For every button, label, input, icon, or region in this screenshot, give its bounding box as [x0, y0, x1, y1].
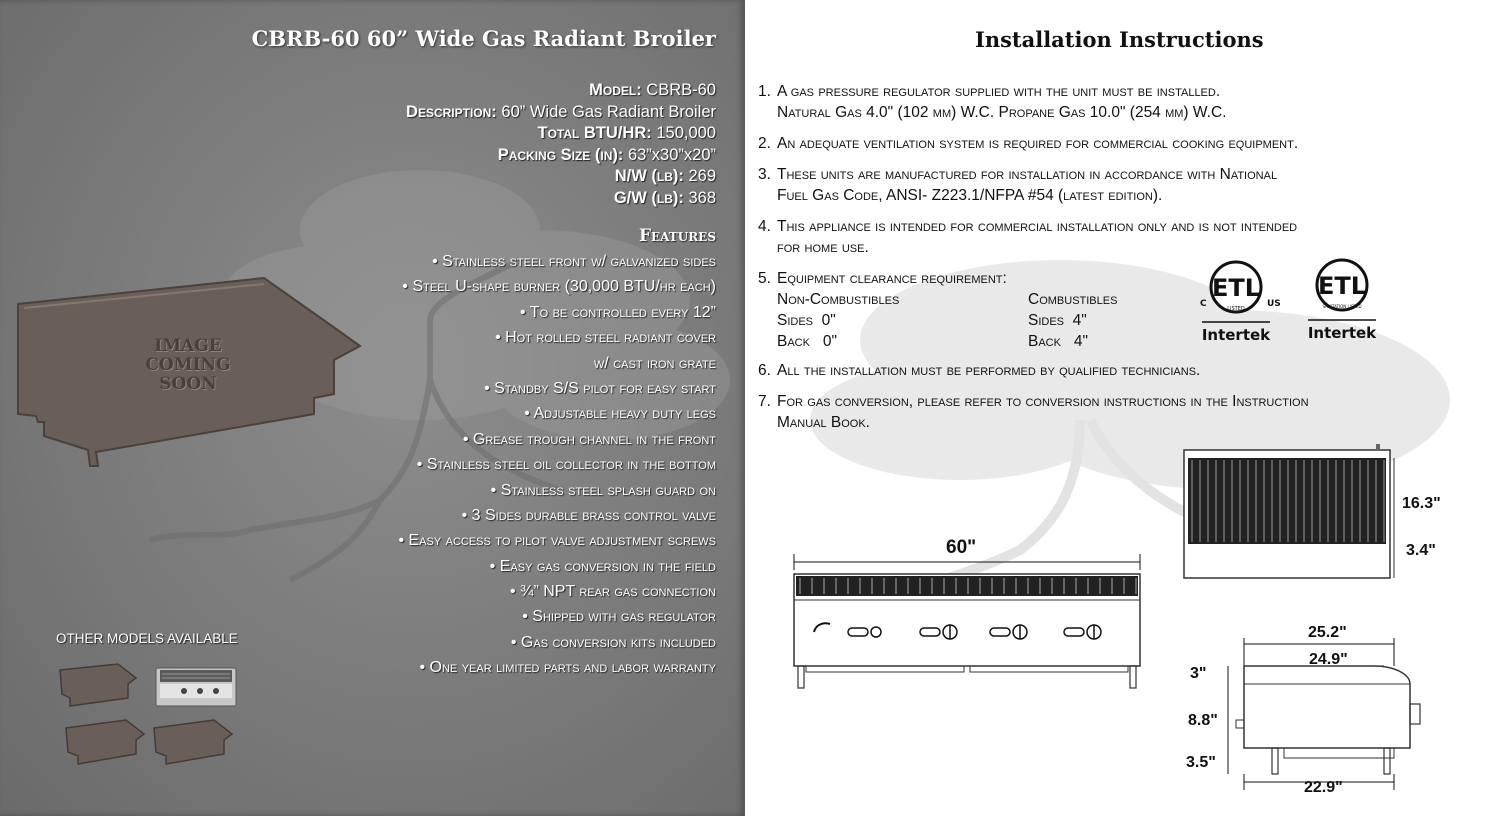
feature-item: • Grease trough channel in the front	[462, 430, 716, 448]
feature-item: • 3 Sides durable brass control valve	[461, 506, 716, 524]
feature-item: • Easy access to pilot valve adjustment screws	[398, 532, 716, 550]
dim-depth-inner: 24.9"	[1309, 651, 1348, 668]
spec-btu: Total BTU/HR: 150,000	[537, 124, 716, 142]
step-item: 1. A gas pressure regulator supplied with the unit must be installed. Natural Gas 4.0" (102 mm) W.C. Propane Gas 10.0" (254 mm) W.C.	[758, 83, 1227, 121]
svg-text:Intertek: Intertek	[1201, 326, 1271, 344]
step-item: 6. All the installation must be performed by qualified technicians.	[758, 362, 1201, 379]
feature-item: • Shipped with gas regulator	[522, 608, 716, 626]
other-model-thumb[interactable]	[58, 662, 142, 710]
svg-text:ETL: ETL	[1317, 272, 1367, 300]
dim-leg-height: 3.5"	[1186, 754, 1216, 771]
dim-base-depth: 22.9"	[1304, 779, 1343, 796]
svg-text:SANITATION LISTED: SANITATION LISTED	[1322, 304, 1362, 309]
feature-item: w/ cast iron grate	[593, 354, 716, 372]
feature-item: • Hot rolled steel radiant cover	[495, 329, 716, 347]
feature-item: • Easy gas conversion in the field	[489, 557, 716, 575]
product-title: CBRB-60 60” Wide Gas Radiant Broiler	[251, 26, 716, 51]
other-model-thumb[interactable]	[152, 718, 236, 768]
spec-net-weight: N/W (lb): 269	[614, 167, 716, 185]
installation-title: Installation Instructions	[975, 27, 1264, 52]
svg-text:C: C	[1200, 299, 1207, 309]
spec-list	[406, 80, 716, 209]
feature-item: • Stainless steel oil collector in the bottom	[416, 456, 716, 474]
svg-text:LISTED: LISTED	[1227, 306, 1245, 312]
features-list	[398, 249, 716, 681]
front-view-diagram	[790, 540, 1145, 692]
image-coming-soon-text: IMAGE COMING SOON	[145, 336, 231, 394]
etl-listed-logo	[1196, 258, 1284, 346]
spec-packing-size: Packing Size (in): 63”x30”x20”	[497, 145, 716, 164]
feature-item: • Standby S/S pilot for easy start	[484, 379, 716, 397]
feature-item: • One year limited parts and labor warranty	[419, 659, 716, 677]
svg-text:Intertek: Intertek	[1307, 324, 1377, 342]
dim-leg-height-top: 3.4"	[1406, 542, 1436, 559]
feature-item: • Gas conversion kits included	[510, 633, 716, 651]
svg-text:US: US	[1267, 299, 1281, 309]
step-item: 2. An adequate ventilation system is required for commercial cooking equipment.	[758, 135, 1299, 152]
top-view-diagram	[1180, 444, 1410, 584]
feature-item: • Stainless steel front w/ galvanized sides	[432, 253, 716, 270]
clearance-table: Non-Combustibles Combustibles Sides 0" Sides 4" Back 0" Back 4"	[777, 291, 1118, 350]
dim-front-height: 16.3"	[1402, 495, 1441, 512]
features-heading: Features	[638, 226, 716, 246]
dim-top-height: 3"	[1190, 665, 1207, 682]
dim-body-height: 8.8"	[1188, 712, 1218, 729]
svg-text:ETL: ETL	[1211, 274, 1261, 302]
step-item: 4. This appliance is intended for commercial installation only and is not intended for home use.	[758, 218, 1298, 256]
feature-item: • Adjustable heavy duty legs	[524, 405, 716, 423]
step-item: 3. These units are manufactured for installation in accordance with National Fuel Gas Code, ANSI- Z223.1/NFPA #54 (latest edition).	[758, 166, 1278, 204]
feature-item: • Steel U-shape burner (30,000 BTU/hr each)	[402, 278, 716, 296]
other-model-thumb[interactable]	[152, 664, 242, 710]
feature-item: • ¾” NPT rear gas connection	[510, 583, 716, 601]
spec-description: Description: 60” Wide Gas Radiant Broiler	[406, 102, 716, 121]
other-models-label: OTHER MODELS AVAILABLE	[56, 631, 238, 646]
etl-sanitation-logo	[1302, 256, 1382, 344]
spec-model: Model: CBRB-60	[589, 81, 716, 99]
other-model-thumb[interactable]	[64, 718, 148, 768]
step-item: 5. Equipment clearance requirement: Non-Combustibles Combustibles Sides 0" Sides 4" Back 0" Back 4"	[758, 268, 1483, 352]
dim-depth-outer: 25.2"	[1308, 624, 1347, 641]
spec-gross-weight: G/W (lb): 368	[613, 188, 716, 207]
feature-item: • Stainless steel splash guard on	[490, 481, 716, 499]
step-item: 7. For gas conversion, please refer to conversion instructions in the Instruction Manual Book.	[758, 393, 1309, 431]
dim-width: 60"	[946, 537, 977, 558]
feature-item: • To be controlled every 12”	[520, 303, 716, 321]
